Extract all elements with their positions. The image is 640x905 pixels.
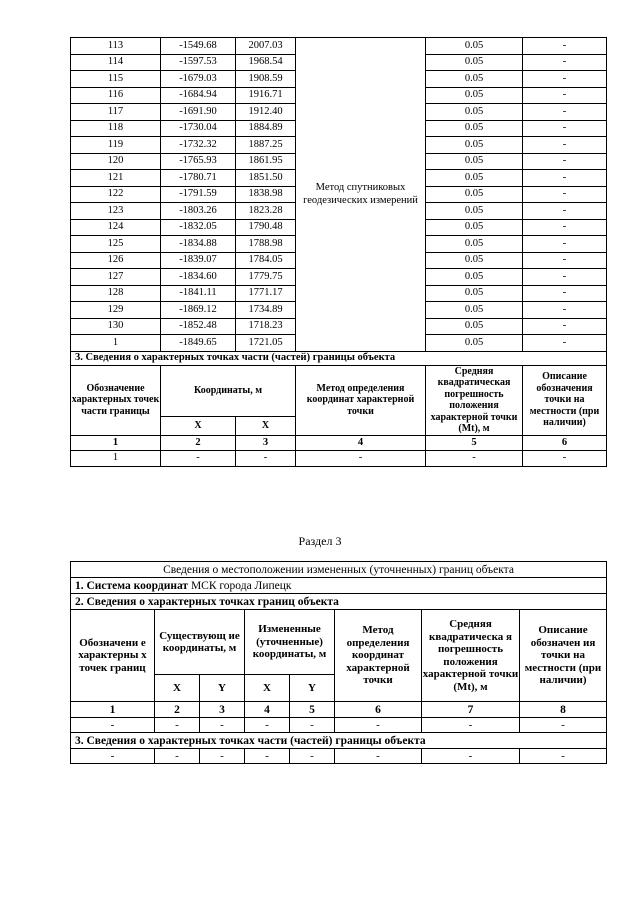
table-cell: 1 — [71, 450, 161, 466]
point-y: 1908.59 — [236, 71, 296, 88]
point-description: - — [523, 335, 607, 352]
points-title-row — [71, 594, 607, 610]
point-number: 120 — [71, 153, 161, 170]
part-header-row — [71, 365, 607, 416]
header-method: Метод определения координат характерной точки — [335, 610, 422, 702]
point-mt: 0.05 — [426, 236, 523, 253]
point-x: -1832.05 — [161, 219, 236, 236]
col-number: 5 — [290, 702, 335, 718]
point-description: - — [523, 186, 607, 203]
point-x: -1732.32 — [161, 137, 236, 154]
col-number: 1 — [71, 435, 161, 450]
point-description: - — [523, 236, 607, 253]
point-mt: 0.05 — [426, 87, 523, 104]
col-number: 2 — [161, 435, 236, 450]
section-3-title: Раздел 3 — [298, 534, 342, 548]
table-cell: - — [200, 749, 245, 764]
header-y-existing: Y — [200, 675, 245, 702]
part-number-row — [71, 435, 607, 450]
points-title: 2. Сведения о характерных точках границ объекта — [71, 594, 607, 610]
point-mt: 0.05 — [426, 318, 523, 335]
col-number: 2 — [155, 702, 200, 718]
table-cell: - — [155, 749, 200, 764]
table-cell: - — [71, 749, 155, 764]
point-mt: 0.05 — [426, 71, 523, 88]
point-description: - — [523, 170, 607, 187]
table-cell: - — [155, 718, 200, 733]
point-mt: 0.05 — [426, 186, 523, 203]
points-table — [70, 37, 607, 467]
point-x: -1549.68 — [161, 38, 236, 55]
point-mt: 0.05 — [426, 335, 523, 352]
point-number: 126 — [71, 252, 161, 269]
point-mt: 0.05 — [426, 203, 523, 220]
point-x: -1841.11 — [161, 285, 236, 302]
point-description: - — [523, 54, 607, 71]
point-y: 1771.17 — [236, 285, 296, 302]
header-mt: Средняя квадратическа я погрешность положения характерной точки (Mt), м — [422, 610, 520, 702]
sec3-part-row — [71, 749, 607, 764]
header-x-changed: X — [245, 675, 290, 702]
point-description: - — [523, 203, 607, 220]
point-description: - — [523, 120, 607, 137]
point-y: 1788.98 — [236, 236, 296, 253]
point-number: 123 — [71, 203, 161, 220]
point-x: -1869.12 — [161, 302, 236, 319]
point-x: -1730.04 — [161, 120, 236, 137]
point-mt: 0.05 — [426, 54, 523, 71]
point-number: 119 — [71, 137, 161, 154]
point-description: - — [523, 269, 607, 286]
point-number: 125 — [71, 236, 161, 253]
point-mt: 0.05 — [426, 137, 523, 154]
point-y: 1721.05 — [236, 335, 296, 352]
point-x: -1852.48 — [161, 318, 236, 335]
point-mt: 0.05 — [426, 219, 523, 236]
point-description: - — [523, 87, 607, 104]
point-y: 1912.40 — [236, 104, 296, 121]
point-x: -1691.90 — [161, 104, 236, 121]
table-cell: - — [422, 718, 520, 733]
header-description: Описание обозначения точки на местности (при наличии) — [523, 365, 607, 435]
point-y: 1823.28 — [236, 203, 296, 220]
point-number: 115 — [71, 71, 161, 88]
point-description: - — [523, 219, 607, 236]
part-data-row — [71, 450, 607, 466]
point-y: 1838.98 — [236, 186, 296, 203]
point-x: -1803.26 — [161, 203, 236, 220]
table-cell: - — [200, 718, 245, 733]
header-y-changed: Y — [290, 675, 335, 702]
point-y: 1718.23 — [236, 318, 296, 335]
point-x: -1834.60 — [161, 269, 236, 286]
table-cell: - — [245, 749, 290, 764]
point-description: - — [523, 153, 607, 170]
col-number: 6 — [523, 435, 607, 450]
point-x: -1849.65 — [161, 335, 236, 352]
point-number: 117 — [71, 104, 161, 121]
table-cell: - — [290, 749, 335, 764]
point-description: - — [523, 252, 607, 269]
col-number: 4 — [296, 435, 426, 450]
header-mt: Средняя квадратическая погрешность положения характерной точки (Mt), м — [426, 365, 523, 435]
point-x: -1679.03 — [161, 71, 236, 88]
point-y: 1916.71 — [236, 87, 296, 104]
table-caption: Сведения о местоположении измененных (уточненных) границ объекта — [71, 562, 607, 578]
coord-system-label: 1. Система координат — [75, 579, 189, 592]
point-description: - — [523, 302, 607, 319]
table-cell: - — [335, 749, 422, 764]
point-x: -1765.93 — [161, 153, 236, 170]
point-number: 113 — [71, 38, 161, 55]
point-number: 130 — [71, 318, 161, 335]
header-method: Метод определения координат характерной точки — [296, 365, 426, 435]
col-number: 3 — [236, 435, 296, 450]
col-number: 7 — [422, 702, 520, 718]
point-y: 1887.25 — [236, 137, 296, 154]
point-number: 1 — [71, 335, 161, 352]
point-mt: 0.05 — [426, 269, 523, 286]
point-number: 114 — [71, 54, 161, 71]
point-number: 127 — [71, 269, 161, 286]
col-number: 3 — [200, 702, 245, 718]
point-mt: 0.05 — [426, 153, 523, 170]
point-number: 118 — [71, 120, 161, 137]
points-table-body — [71, 38, 607, 352]
point-description: - — [523, 104, 607, 121]
point-mt: 0.05 — [426, 285, 523, 302]
header-changed-coords: Измененные (уточненные) координаты, м — [245, 610, 335, 675]
col-number: 1 — [71, 702, 155, 718]
sec3-part-title: 3. Сведения о характерных точках части (частей) границы объекта — [71, 733, 607, 749]
caption-row — [71, 562, 607, 578]
point-description: - — [523, 318, 607, 335]
point-number: 124 — [71, 219, 161, 236]
point-y: 1790.48 — [236, 219, 296, 236]
table-cell: - — [245, 718, 290, 733]
point-description: - — [523, 71, 607, 88]
point-x: -1597.53 — [161, 54, 236, 71]
table-cell: - — [296, 450, 426, 466]
point-mt: 0.05 — [426, 252, 523, 269]
point-description: - — [523, 38, 607, 55]
point-number: 116 — [71, 87, 161, 104]
table-cell: - — [236, 450, 296, 466]
table-cell: - — [290, 718, 335, 733]
point-number: 128 — [71, 285, 161, 302]
point-y: 1861.95 — [236, 153, 296, 170]
point-description: - — [523, 285, 607, 302]
coord-system — [71, 578, 607, 594]
header-coordinates: Координаты, м — [161, 365, 296, 416]
point-y: 1968.54 — [236, 54, 296, 71]
table-cell: - — [161, 450, 236, 466]
table-cell: - — [426, 450, 523, 466]
header-description: Описание обозначен ия точки на местности (при наличии) — [520, 610, 607, 702]
part-section-title-row — [71, 351, 607, 365]
header-x-existing: X — [155, 675, 200, 702]
table-cell: - — [422, 749, 520, 764]
point-mt: 0.05 — [426, 38, 523, 55]
col-number: 5 — [426, 435, 523, 450]
point-mt: 0.05 — [426, 120, 523, 137]
table-cell: - — [523, 450, 607, 466]
col-number: 8 — [520, 702, 607, 718]
header-existing-coords: Существующ ие координаты, м — [155, 610, 245, 675]
point-description: - — [523, 137, 607, 154]
changed-boundaries-table — [70, 561, 607, 764]
point-number: 122 — [71, 186, 161, 203]
sec3-number-row — [71, 702, 607, 718]
point-mt: 0.05 — [426, 104, 523, 121]
point-mt: 0.05 — [426, 302, 523, 319]
table-cell: - — [71, 718, 155, 733]
sec3-data-row — [71, 718, 607, 733]
sec3-part-title-row — [71, 733, 607, 749]
table-cell: - — [520, 718, 607, 733]
col-number: 4 — [245, 702, 290, 718]
point-y: 1779.75 — [236, 269, 296, 286]
table-cell: - — [520, 749, 607, 764]
header-designation: Обозначени е характерны х точек границ — [71, 610, 155, 702]
header-designation: Обозначение характерных точек части границы — [71, 365, 161, 435]
coord-system-row — [71, 578, 607, 594]
col-number: 6 — [335, 702, 422, 718]
point-mt: 0.05 — [426, 170, 523, 187]
table-cell: - — [335, 718, 422, 733]
point-x: -1839.07 — [161, 252, 236, 269]
point-y: 1784.05 — [236, 252, 296, 269]
point-number: 129 — [71, 302, 161, 319]
coord-system-value: МСК города Липецк — [190, 579, 292, 592]
part-section-title: 3. Сведения о характерных точках части (частей) границы объекта — [71, 351, 607, 365]
point-y: 1734.89 — [236, 302, 296, 319]
point-x: -1684.94 — [161, 87, 236, 104]
point-number: 121 — [71, 170, 161, 187]
method-cell: Метод спутниковых геодезических измерений — [296, 38, 426, 352]
point-y: 2007.03 — [236, 38, 296, 55]
point-x: -1834.88 — [161, 236, 236, 253]
sec3-header-row — [71, 610, 607, 675]
point-row — [71, 38, 607, 55]
point-x: -1780.71 — [161, 170, 236, 187]
point-y: 1884.89 — [236, 120, 296, 137]
header-x2: X — [236, 416, 296, 435]
point-x: -1791.59 — [161, 186, 236, 203]
point-y: 1851.50 — [236, 170, 296, 187]
header-x1: X — [161, 416, 236, 435]
